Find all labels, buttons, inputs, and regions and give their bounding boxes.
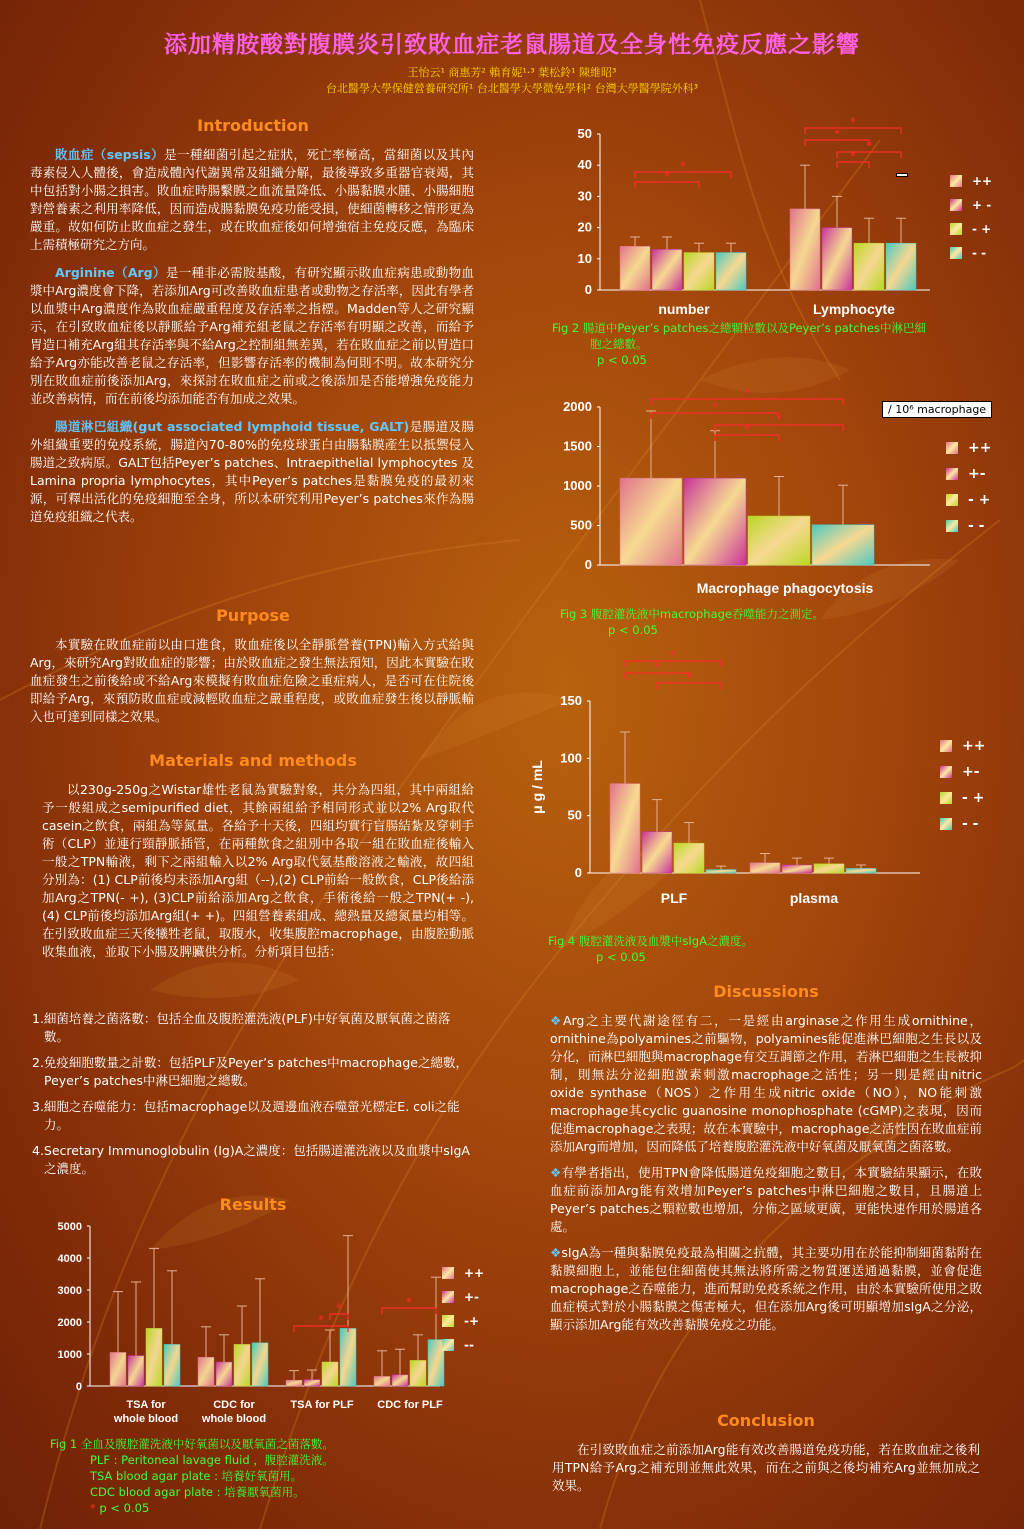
- significance-star: *: [850, 149, 856, 163]
- legend-swatch: [946, 520, 958, 532]
- legend-label: - +: [972, 222, 992, 236]
- bar-fig1-2-3: [340, 1328, 356, 1386]
- legend-item: [950, 222, 992, 236]
- legend-label: +-: [968, 466, 986, 482]
- legend-item: [950, 198, 992, 212]
- conclusion-heading: Conclusion: [717, 1411, 815, 1430]
- significance-star: *: [664, 169, 670, 183]
- category-label: TSA for PLF: [290, 1399, 354, 1411]
- methods-heading: Materials and methods: [149, 751, 357, 770]
- legend-item: [946, 492, 991, 508]
- y-tick-label: 500: [570, 517, 592, 533]
- fig2-unit-badge: [896, 173, 908, 177]
- bar-fig3-0-2: [748, 516, 810, 565]
- fig1-chart-svg: [30, 1218, 480, 1428]
- bar-fig4-0-0: [610, 784, 640, 873]
- category-label: Lymphocyte: [813, 301, 895, 317]
- fig1-legend: [442, 1266, 484, 1362]
- y-tick-label: 2000: [563, 399, 592, 414]
- significance-star: *: [680, 159, 686, 173]
- introduction-paragraph-2: Arginine（Arg）是一種非必需胺基酸，有研究顯示敗血症病患或動物血漿中Arg濃度會下降，若添加Arg可改善敗血症患者或動物之存活率，因此有學者以血漿中Arg濃度作為敗血症嚴重程度及存活率之指標。Madden等人之研究顯示，在引致敗血症後以靜脈給予Arg補充組老鼠之存活率有明顯之改善，而給予胃造口補充Arg組其存活率與不給Arg之控制組無差異，若在敗血症之前以胃造口給予Arg亦能改善老鼠之存活率，但影響存活率的機制為何則不明。故本研究分別在敗血症前後添加Arg，來探討在敗血症之前或之後添加是否能增強免疫能力並改善病情，而在前後均添加能否有加成之效果。: [30, 265, 474, 406]
- discussion-item: ❖Arg之主要代謝途徑有二，一是經由arginase之作用生成ornithine，ornithine為polyamines之前驅物，polyamines能促進淋巴細胞之生長以及分化，而淋巴細胞與macrophage有交互調節之作用，若淋巴細胞之生長被抑制，則無法分泌細胞激素刺激macrophage之活性；另一則是經由nitric oxide synthase（NOS）之作用生成nitric oxide（NO），NO能刺激macrophage其cyclic guanosine monophosphate (cGMP)之表現，因而促進macrophage之表現；故在本實驗中，macrophage之活性因在敗血症前添加Arg而增加，因而降低了培養腹腔灌洗液中好氧菌及厭氧菌之菌落數。: [550, 1013, 982, 1154]
- y-tick-label: 4000: [57, 1253, 82, 1265]
- fig3-chart-svg: [540, 386, 940, 605]
- methods-item: 2.免疫細胞數量之計數：包括PLF及Peyer’s patches中macrophage之總數，Peyer’s patches中淋巴細胞之總數。: [32, 1055, 468, 1088]
- bar-fig4-0-2: [674, 843, 704, 873]
- bar-fig4-1-1: [782, 865, 812, 873]
- legend-label: ++: [464, 1266, 485, 1280]
- y-tick-label: 150: [560, 693, 582, 708]
- bar-fig1-2-2: [322, 1362, 338, 1386]
- significance-star: *: [850, 115, 856, 129]
- legend-label: - -: [962, 816, 979, 832]
- fig1-caption: Fig 1 全血及腹腔灌洗液中好氧菌以及厭氧菌之菌落數。 PLF : Peritoneal lavage fluid ，腹腔灌洗液。 TSA blood agar plate : 培養好氧菌用。 CDC blood agar plate : 培養厭氧菌用。 * p < 0.05: [50, 1437, 334, 1515]
- introduction-paragraph-3: 腸道淋巴組織(gut associated lymphoid tissue, GALT)是腸道及腸外組織重要的免疫系統，腸道內70-80%的免疫球蛋白由腸黏膜產生以抵禦侵入腸道之致病原。GALT包括Peyer’s patches、Intraepithelial lymphocytes 及 Lamina propria lymphocytes，其中Peyer’s patches是黏膜免疫的最初來源，可釋出活化的免疫細胞至全身，所以本研究利用Peyer’s patches來作為腸道免疫組織之代表。: [30, 419, 474, 524]
- legend-label: +-: [464, 1290, 480, 1304]
- legend-item: [946, 518, 991, 534]
- bar-fig2-0-0: [620, 246, 650, 290]
- bar-fig2-0-2: [684, 253, 714, 290]
- introduction-text: [30, 146, 474, 536]
- bar-fig1-1-2: [234, 1344, 250, 1386]
- discussions-heading: Discussions: [713, 982, 819, 1001]
- fig2-chart: [540, 115, 940, 326]
- legend-swatch: [940, 818, 952, 830]
- fig2-legend: [950, 174, 992, 270]
- bar-fig1-3-0: [374, 1376, 390, 1386]
- legend-label: - +: [968, 492, 991, 508]
- significance-star: *: [744, 386, 750, 400]
- legend-label: +-: [962, 764, 980, 780]
- fig3-legend: [946, 440, 991, 544]
- bar-fig2-1-2: [854, 243, 884, 290]
- legend-item: [950, 246, 992, 260]
- legend-swatch: [940, 740, 952, 752]
- legend-swatch: [946, 442, 958, 454]
- x-axis-label: Macrophage phagocytosis: [696, 580, 874, 596]
- category-label: number: [658, 301, 710, 317]
- fig4-caption: Fig 4 腹腔灌洗液及血漿中sIgA之濃度。 p < 0.05: [548, 934, 753, 964]
- bar-fig1-0-1: [128, 1356, 144, 1386]
- category-label: whole blood: [113, 1413, 179, 1425]
- significance-star: *: [654, 660, 660, 674]
- y-tick-label: 2000: [57, 1317, 82, 1329]
- legend-item: [442, 1338, 484, 1352]
- methods-list: [32, 1010, 472, 1186]
- legend-swatch: [950, 199, 962, 211]
- bar-fig2-0-3: [716, 253, 746, 290]
- bar-fig1-3-1: [392, 1375, 408, 1386]
- bar-fig3-0-3: [812, 525, 874, 565]
- bar-fig1-1-0: [198, 1357, 214, 1386]
- y-tick-label: 0: [75, 1381, 82, 1393]
- bar-fig4-1-3: [846, 868, 876, 873]
- bar-fig4-1-2: [814, 864, 844, 873]
- legend-swatch: [946, 468, 958, 480]
- galt-term: 腸道淋巴組織(gut associated lymphoid tissue, GALT): [55, 419, 410, 434]
- methods-item: 1.細菌培養之菌落數：包括全血及腹腔灌洗液(PLF)中好氧菌及厭氧菌之菌落數。: [32, 1011, 451, 1044]
- diamond-bullet-icon: ❖: [550, 1013, 563, 1028]
- fig4-legend: [940, 738, 985, 842]
- y-tick-label: 0: [584, 282, 592, 297]
- significance-star: *: [336, 1301, 342, 1315]
- y-tick-label: 0: [574, 865, 582, 880]
- discussions-text: [550, 1012, 982, 1342]
- bar-fig2-0-1: [652, 249, 682, 290]
- y-tick-label: 1000: [563, 478, 592, 493]
- bar-fig1-0-3: [164, 1344, 180, 1386]
- legend-swatch: [940, 766, 952, 778]
- legend-label: - +: [962, 790, 985, 806]
- legend-label: -+: [464, 1314, 480, 1328]
- category-label: CDC for: [213, 1399, 255, 1411]
- legend-swatch: [442, 1267, 454, 1279]
- category-label: PLF: [660, 890, 688, 906]
- bar-fig4-1-0: [750, 863, 780, 873]
- y-tick-label: 50: [577, 126, 592, 141]
- significance-star: *: [834, 127, 840, 141]
- bar-fig1-2-0: [286, 1380, 302, 1386]
- y-axis-label: μ g / mL: [529, 760, 545, 814]
- legend-item: [940, 790, 985, 806]
- legend-label: + -: [972, 198, 992, 212]
- fig4-chart-svg: [530, 645, 930, 915]
- bar-fig4-0-1: [642, 832, 672, 873]
- bar-fig1-1-1: [216, 1362, 232, 1386]
- methods-text: 以230g-250g之Wistar雄性老鼠為實驗對象，共分為四組，其中兩組給予一般組成之semipurified diet，其餘兩組給予相同形式並以2% Arg取代casein之飲食，兩組為等氮量。各給予十天後，四組均實行盲腸結紮及穿刺手術（CLP）並連行頸靜脈插管，在兩種飲食之組別中各取一組在敗血症後輸入一般之TPN輸液，剩下之兩組輸入以2% Arg取代氨基酸溶液之輸液，故四組分別為：(1) CLP前後均未添加Arg組（--),(2) CLP前給一般飲食，CLP後給添加Arg之TPN(- +), (3)CLP前給添加Arg之飲食，手術後給一般之TPN(+ -), (4) CLP前後均添加Arg組(+ +)。四組營養素組成、總熱量及總氮量均相等。在引致敗血症三天後犧牲老鼠，取腹水，收集腹腔macrophage，由腹腔動脈收集血液，並取下小腸及脾臟供分析。分析項目包括：: [42, 782, 474, 959]
- bar-fig1-0-2: [146, 1328, 162, 1386]
- diamond-bullet-icon: ❖: [550, 1165, 562, 1180]
- y-tick-label: 0: [584, 557, 592, 572]
- y-tick-label: 40: [577, 157, 592, 173]
- conclusion-text: 在引致敗血症之前添加Arg能有效改善腸道免疫功能，若在敗血症之後利用TPN給予Arg之補充則並無此效果，而在之前與之後均補充Arg並無加成之效果。: [552, 1442, 980, 1493]
- fig4-chart: [530, 645, 930, 919]
- legend-label: ++: [968, 440, 992, 456]
- y-tick-label: 3000: [57, 1285, 82, 1297]
- legend-swatch: [940, 792, 952, 804]
- y-tick-label: 30: [577, 188, 592, 204]
- methods-item: 3.細胞之吞噬能力：包括macrophage以及週邊血液吞噬螢光標定E. coli之能力。: [32, 1099, 460, 1132]
- significance-star: *: [90, 1501, 96, 1515]
- significance-star: *: [744, 422, 750, 436]
- legend-item: [946, 440, 991, 456]
- y-tick-label: 10: [577, 250, 592, 266]
- legend-label: - -: [968, 518, 985, 534]
- legend-item: [940, 738, 985, 754]
- poster-title: 添加精胺酸對腹膜炎引致敗血症老鼠腸道及全身性免疫反應之影響: [164, 31, 860, 58]
- fig2-caption: Fig 2 腸道中Peyer’s patches之總顆粒數以及Peyer’s patches中淋巴細 胞之總數。 p < 0.05: [552, 321, 926, 367]
- y-tick-label: 20: [577, 219, 592, 235]
- significance-star: *: [686, 670, 692, 684]
- y-tick-label: 50: [567, 807, 582, 823]
- legend-item: [442, 1266, 484, 1280]
- fig3-unit-badge: / 10⁶ macrophage: [882, 401, 992, 418]
- legend-swatch: [950, 175, 962, 187]
- category-label: whole blood: [201, 1413, 267, 1425]
- category-label: plasma: [789, 890, 839, 906]
- significance-star: *: [866, 139, 872, 153]
- legend-swatch: [442, 1291, 454, 1303]
- arginine-term: Arginine（Arg）: [55, 265, 166, 280]
- bar-fig1-1-3: [252, 1343, 268, 1386]
- legend-swatch: [442, 1315, 454, 1327]
- legend-label: --: [464, 1338, 474, 1352]
- bar-fig1-2-1: [304, 1380, 320, 1386]
- category-label: TSA for: [126, 1399, 166, 1411]
- significance-star: *: [318, 1313, 324, 1327]
- introduction-heading: Introduction: [197, 116, 309, 135]
- authors-line: 王怡云¹ 商惠芳² 賴育妮¹·³ 葉松鈴¹ 陳維昭³: [407, 66, 617, 79]
- legend-swatch: [442, 1339, 454, 1351]
- legend-item: [946, 466, 991, 482]
- results-heading: Results: [219, 1195, 287, 1214]
- legend-item: [442, 1314, 484, 1328]
- legend-label: - -: [972, 246, 987, 260]
- sepsis-term: 敗血症（sepsis）: [55, 147, 165, 162]
- legend-item: [940, 764, 985, 780]
- legend-label: ++: [972, 174, 993, 188]
- significance-star: *: [776, 412, 782, 426]
- discussion-item: ❖有學者指出，使用TPN會降低腸道免疫細胞之數目，本實驗結果顯示，在敗血症前添加Arg能有效增加Peyer’s patches中淋巴細胞之數目，且腸道上Peyer’s patches之顆粒數也增加，分佈之區域更廣，更能快速作用於腸道各處。: [550, 1165, 982, 1234]
- diamond-bullet-icon: ❖: [550, 1245, 562, 1260]
- legend-swatch: [950, 223, 962, 235]
- legend-label: ++: [962, 738, 986, 754]
- bar-fig1-0-0: [110, 1352, 126, 1386]
- fig3-chart: [540, 386, 940, 609]
- fig3-caption: Fig 3 腹腔灌洗液中macrophage吞噬能力之測定。 p < 0.05: [560, 607, 824, 637]
- significance-star: *: [712, 400, 718, 414]
- methods-item: 4.Secretary Immunoglobulin (Ig)A之濃度：包括腸道灌洗液以及血漿中sIgA之濃度。: [32, 1143, 470, 1176]
- bar-fig4-0-3: [706, 870, 736, 873]
- legend-swatch: [946, 494, 958, 506]
- introduction-paragraph-1: 敗血症（sepsis）是一種細菌引起之症狀，死亡率極高，當細菌以及其內毒素侵入人體後，會造成體內代謝異常及組織分解，最後導致多重器官衰竭，其中包括對小腸之損害。敗血症時腸繫膜之血流量降低、小腸黏膜水腫、小腸細胞對營養素之利用率降低，因而造成腸黏膜免疫功能受損，使細菌轉移之情形更為嚴重。故如何防止敗血症之發生，或在敗血症後如何增強宿主免疫反應，為臨床上需積極研究之方向。: [30, 147, 474, 252]
- significance-star: *: [670, 648, 676, 662]
- bar-fig3-0-1: [684, 478, 746, 565]
- purpose-text: 本實驗在敗血症前以由口進食，敗血症後以全靜脈營養(TPN)輸入方式給與Arg，來研究Arg對敗血症的影響；由於敗血症之發生無法預知，因此本實驗在敗血症發生之前後給或不給Arg來模擬有敗血症危險之重症病人，是否可在住院後即給予Arg，來預防敗血症或減輕敗血症之嚴重程度，或敗血症發生後以靜脈輸入也可達到同樣之效果。: [30, 637, 474, 724]
- significance-star: *: [406, 1295, 412, 1309]
- bar-fig1-3-2: [410, 1360, 426, 1386]
- y-tick-label: 100: [560, 750, 582, 766]
- purpose-heading: Purpose: [216, 606, 290, 625]
- fig2-chart-svg: [540, 115, 940, 322]
- fig1-chart: [30, 1218, 480, 1432]
- y-tick-label: 1000: [57, 1349, 82, 1361]
- bar-fig2-1-0: [790, 209, 820, 290]
- y-tick-label: 5000: [57, 1221, 82, 1233]
- category-label: CDC for PLF: [377, 1399, 443, 1411]
- legend-swatch: [950, 247, 962, 259]
- legend-item: [442, 1290, 484, 1304]
- bar-fig2-1-3: [886, 243, 916, 290]
- legend-item: [950, 174, 992, 188]
- y-tick-label: 1500: [563, 438, 592, 454]
- discussion-item: ❖sIgA為一種與黏膜免疫最為相關之抗體，其主要功用在於能抑制細菌黏附在黏膜細胞上，並能包住細菌使其無法將所需之物質運送通過黏膜，並會促進macrophage之吞噬能力，進而幫助免疫系統之作用，由於本實驗所使用之敗血症模式對於小腸黏膜之傷害極大，但在添加Arg後可明顯增加sIgA之分泌，顯示添加Arg能有效改善黏膜免疫之功能。: [550, 1245, 982, 1332]
- affiliations-line: 台北醫學大學保健營養研究所¹ 台北醫學大學微免學科² 台灣大學醫學院外科³: [325, 82, 699, 95]
- bar-fig2-1-1: [822, 228, 852, 290]
- bar-fig3-0-0: [620, 478, 682, 565]
- legend-item: [940, 816, 985, 832]
